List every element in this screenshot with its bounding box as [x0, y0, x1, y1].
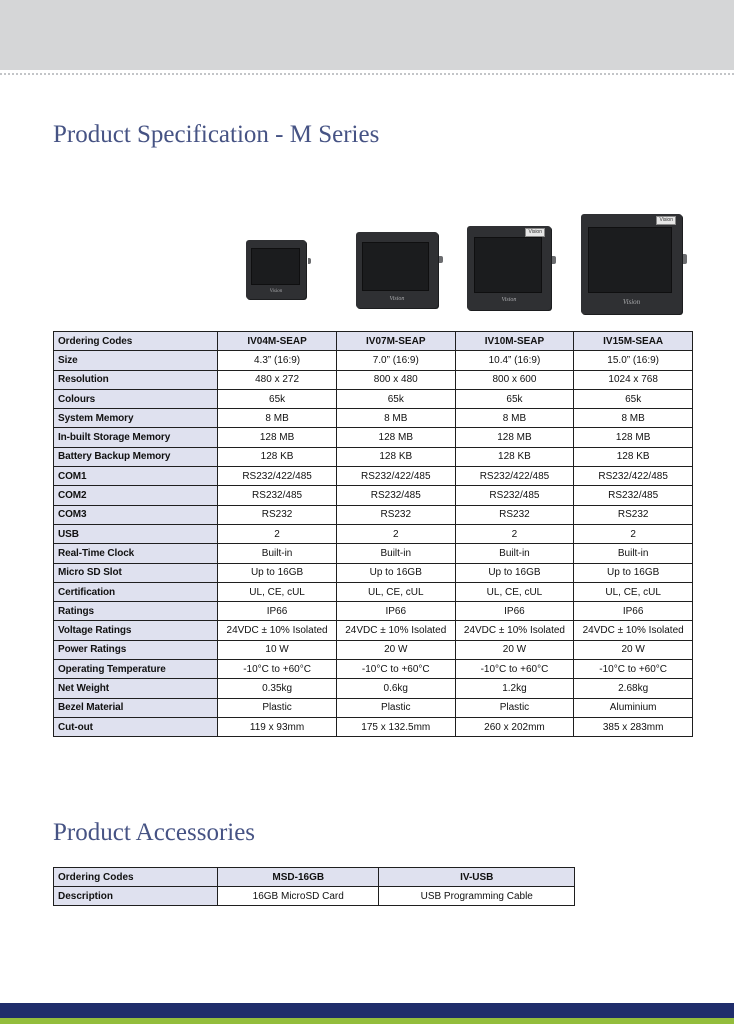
row-label-cell: COM2: [54, 486, 218, 505]
row-label-cell: In-built Storage Memory: [54, 428, 218, 447]
header-model-cell: IV07M-SEAP: [336, 332, 455, 351]
device-logo: Vision: [622, 298, 641, 306]
value-cell: 1024 x 768: [574, 370, 693, 389]
row-label-cell: Micro SD Slot: [54, 563, 218, 582]
value-cell: 175 x 132.5mm: [336, 717, 455, 736]
device-badge: Vision: [656, 216, 676, 225]
value-cell: 8 MB: [218, 409, 337, 428]
value-cell: 800 x 600: [455, 370, 574, 389]
value-cell: 1.2kg: [455, 679, 574, 698]
row-label-cell: COM1: [54, 467, 218, 486]
accessories-table: [53, 867, 575, 906]
value-cell: IP66: [574, 602, 693, 621]
value-cell: 20 W: [574, 640, 693, 659]
row-label-cell: Ratings: [54, 602, 218, 621]
value-cell: -10°C to +60°C: [574, 660, 693, 679]
footer-band: [0, 1003, 734, 1018]
value-cell: RS232/485: [336, 486, 455, 505]
value-cell: 128 KB: [574, 447, 693, 466]
row-label-cell: USB: [54, 524, 218, 543]
value-cell: 119 x 93mm: [218, 717, 337, 736]
accessories-title: Product Accessories: [53, 819, 256, 846]
value-cell: 2: [455, 524, 574, 543]
top-band: [0, 0, 734, 70]
dotted-divider: [0, 73, 734, 75]
value-cell: 16GB MicroSD Card: [218, 887, 379, 906]
value-cell: 20 W: [336, 640, 455, 659]
row-label-cell: Description: [54, 887, 218, 906]
row-label-cell: Resolution: [54, 370, 218, 389]
table-header-row: [54, 868, 575, 887]
table-row: [54, 660, 693, 679]
value-cell: Built-in: [218, 544, 337, 563]
table-row: [54, 467, 693, 486]
value-cell: 385 x 283mm: [574, 717, 693, 736]
table-row: [54, 428, 693, 447]
value-cell: UL, CE, cUL: [574, 582, 693, 601]
value-cell: 10.4” (16:9): [455, 351, 574, 370]
value-cell: RS232: [455, 505, 574, 524]
value-cell: RS232/422/485: [574, 467, 693, 486]
header-model-cell: IV04M-SEAP: [218, 332, 337, 351]
header-model-cell: IV10M-SEAP: [455, 332, 574, 351]
device-logo: Vision: [269, 289, 283, 294]
value-cell: UL, CE, cUL: [336, 582, 455, 601]
table-row: [54, 640, 693, 659]
device-image-iv10m: [467, 226, 551, 310]
row-label-cell: Certification: [54, 582, 218, 601]
value-cell: Aluminium: [574, 698, 693, 717]
value-cell: 65k: [455, 389, 574, 408]
header-model-cell: MSD-16GB: [218, 868, 379, 887]
table-row: [54, 409, 693, 428]
value-cell: Built-in: [336, 544, 455, 563]
value-cell: 24VDC ± 10% Isolated: [336, 621, 455, 640]
value-cell: 4.3” (16:9): [218, 351, 337, 370]
row-label-cell: Power Ratings: [54, 640, 218, 659]
table-row: [54, 679, 693, 698]
table-row: [54, 544, 693, 563]
row-label-cell: Real-Time Clock: [54, 544, 218, 563]
value-cell: 2: [336, 524, 455, 543]
device-logo: Vision: [389, 296, 405, 302]
table-row: [54, 370, 693, 389]
header-model-cell: IV-USB: [379, 868, 575, 887]
row-label-cell: Cut-out: [54, 717, 218, 736]
value-cell: RS232/485: [218, 486, 337, 505]
device-badge: Vision: [525, 228, 545, 237]
value-cell: UL, CE, cUL: [455, 582, 574, 601]
value-cell: UL, CE, cUL: [218, 582, 337, 601]
value-cell: 65k: [336, 389, 455, 408]
table-row: [54, 505, 693, 524]
table-row: [54, 621, 693, 640]
value-cell: IP66: [455, 602, 574, 621]
value-cell: 128 KB: [218, 447, 337, 466]
value-cell: -10°C to +60°C: [336, 660, 455, 679]
value-cell: 128 MB: [336, 428, 455, 447]
row-label-cell: Voltage Ratings: [54, 621, 218, 640]
table-row: [54, 887, 575, 906]
value-cell: IP66: [336, 602, 455, 621]
table-row: [54, 563, 693, 582]
value-cell: Up to 16GB: [218, 563, 337, 582]
value-cell: RS232: [574, 505, 693, 524]
value-cell: 800 x 480: [336, 370, 455, 389]
table-row: [54, 602, 693, 621]
value-cell: 15.0” (16:9): [574, 351, 693, 370]
row-label-cell: Operating Temperature: [54, 660, 218, 679]
value-cell: RS232/485: [574, 486, 693, 505]
value-cell: Plastic: [336, 698, 455, 717]
value-cell: -10°C to +60°C: [455, 660, 574, 679]
value-cell: RS232/422/485: [218, 467, 337, 486]
value-cell: Up to 16GB: [455, 563, 574, 582]
row-label-cell: System Memory: [54, 409, 218, 428]
value-cell: Plastic: [218, 698, 337, 717]
value-cell: IP66: [218, 602, 337, 621]
value-cell: RS232/422/485: [455, 467, 574, 486]
value-cell: 260 x 202mm: [455, 717, 574, 736]
value-cell: Built-in: [574, 544, 693, 563]
value-cell: Up to 16GB: [574, 563, 693, 582]
value-cell: 24VDC ± 10% Isolated: [574, 621, 693, 640]
value-cell: 65k: [218, 389, 337, 408]
value-cell: 128 MB: [574, 428, 693, 447]
table-header-row: [54, 332, 693, 351]
device-logo: Vision: [501, 297, 517, 303]
spec-table: [53, 331, 693, 737]
header-label-cell: Ordering Codes: [54, 868, 218, 887]
header-label-cell: Ordering Codes: [54, 332, 218, 351]
device-image-iv04m: [246, 240, 306, 299]
value-cell: 0.6kg: [336, 679, 455, 698]
value-cell: 2: [218, 524, 337, 543]
value-cell: RS232: [218, 505, 337, 524]
value-cell: 20 W: [455, 640, 574, 659]
value-cell: Plastic: [455, 698, 574, 717]
value-cell: 8 MB: [336, 409, 455, 428]
value-cell: Built-in: [455, 544, 574, 563]
row-label-cell: COM3: [54, 505, 218, 524]
value-cell: 24VDC ± 10% Isolated: [218, 621, 337, 640]
row-label-cell: Battery Backup Memory: [54, 447, 218, 466]
table-row: [54, 717, 693, 736]
value-cell: 128 MB: [218, 428, 337, 447]
table-row: [54, 486, 693, 505]
device-image-iv07m: [356, 232, 438, 308]
value-cell: 8 MB: [574, 409, 693, 428]
header-model-cell: IV15M-SEAA: [574, 332, 693, 351]
value-cell: RS232/485: [455, 486, 574, 505]
table-row: [54, 524, 693, 543]
table-row: [54, 389, 693, 408]
value-cell: 480 x 272: [218, 370, 337, 389]
value-cell: 10 W: [218, 640, 337, 659]
value-cell: 128 MB: [455, 428, 574, 447]
value-cell: Up to 16GB: [336, 563, 455, 582]
value-cell: 128 KB: [455, 447, 574, 466]
footer-accent-band: [0, 1018, 734, 1024]
value-cell: 8 MB: [455, 409, 574, 428]
value-cell: -10°C to +60°C: [218, 660, 337, 679]
row-label-cell: Colours: [54, 389, 218, 408]
table-row: [54, 698, 693, 717]
row-label-cell: Net Weight: [54, 679, 218, 698]
value-cell: 24VDC ± 10% Isolated: [455, 621, 574, 640]
value-cell: RS232: [336, 505, 455, 524]
value-cell: 2.68kg: [574, 679, 693, 698]
value-cell: 2: [574, 524, 693, 543]
value-cell: RS232/422/485: [336, 467, 455, 486]
table-row: [54, 447, 693, 466]
value-cell: 65k: [574, 389, 693, 408]
value-cell: 0.35kg: [218, 679, 337, 698]
value-cell: 128 KB: [336, 447, 455, 466]
row-label-cell: Bezel Material: [54, 698, 218, 717]
value-cell: USB Programming Cable: [379, 887, 575, 906]
device-image-iv15m: [581, 214, 682, 314]
spec-title: Product Specification - M Series: [53, 121, 380, 148]
table-row: [54, 582, 693, 601]
value-cell: 7.0” (16:9): [336, 351, 455, 370]
row-label-cell: Size: [54, 351, 218, 370]
table-row: [54, 351, 693, 370]
